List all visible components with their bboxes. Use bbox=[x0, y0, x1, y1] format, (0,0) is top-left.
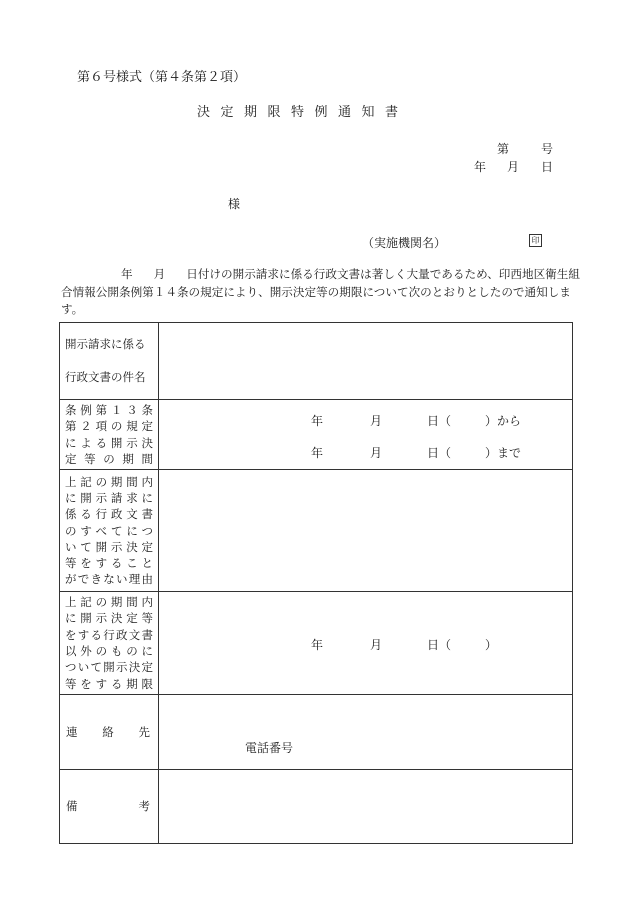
date-month: 月 bbox=[507, 160, 520, 174]
number-suffix: 号 bbox=[541, 142, 554, 156]
label-line: のすべてにつ bbox=[65, 523, 153, 538]
row-reason bbox=[60, 470, 573, 592]
label-line: ついて開示決定 bbox=[65, 660, 153, 675]
label-line: いて開示決定 bbox=[65, 539, 153, 554]
label-char: 絡 bbox=[102, 724, 114, 739]
remaining-year: 年 bbox=[311, 638, 324, 653]
label-line: をする行政文書 bbox=[65, 627, 153, 642]
from-suffix: ）から bbox=[485, 413, 522, 428]
label-char: 備 bbox=[66, 799, 78, 814]
date-day: 日 bbox=[541, 160, 554, 174]
to-day: 日（ bbox=[427, 445, 452, 460]
label-line: 上記の期間内 bbox=[65, 595, 153, 610]
label-line: 行政文書の件名 bbox=[65, 370, 146, 384]
seal-mark: 印 bbox=[529, 234, 542, 247]
label-period bbox=[60, 400, 159, 470]
label-reason bbox=[60, 470, 159, 592]
body-month: 月 bbox=[153, 267, 166, 281]
period-to bbox=[159, 435, 572, 467]
to-month: 月 bbox=[370, 445, 383, 460]
row-contact bbox=[60, 694, 573, 769]
value-period[interactable] bbox=[159, 400, 573, 470]
form-id: 第６号様式（第４条第２項） bbox=[77, 70, 247, 85]
remaining-date bbox=[159, 627, 572, 659]
phone-label: 電話番号 bbox=[245, 740, 294, 755]
organization-name: （実施機関名） bbox=[362, 236, 447, 250]
label-line: による開示決 bbox=[65, 435, 153, 450]
label-line: 条例第１３条 bbox=[65, 403, 153, 417]
notice-form-table bbox=[59, 322, 573, 844]
from-day: 日（ bbox=[427, 413, 452, 428]
label-contact bbox=[60, 694, 159, 769]
label-line: ができない理由 bbox=[65, 572, 153, 587]
label-line: 等をすること bbox=[65, 556, 153, 571]
value-contact[interactable] bbox=[159, 694, 573, 769]
label-line: 係る行政文書 bbox=[65, 507, 153, 522]
body-year: 年 bbox=[121, 267, 133, 281]
label-line: 開示請求に係る bbox=[65, 337, 146, 351]
from-month: 月 bbox=[370, 413, 383, 428]
remaining-month: 月 bbox=[370, 638, 383, 653]
to-year: 年 bbox=[311, 445, 324, 460]
number-prefix: 第 bbox=[497, 142, 510, 156]
value-remaining[interactable] bbox=[159, 592, 573, 695]
value-remarks[interactable] bbox=[159, 769, 573, 843]
label-document-name bbox=[60, 323, 159, 400]
label-line: に開示決定等 bbox=[65, 611, 153, 626]
row-remarks bbox=[60, 769, 573, 843]
value-document-name[interactable] bbox=[159, 323, 573, 400]
row-remaining bbox=[60, 592, 573, 695]
label-line: 以外のものに bbox=[65, 644, 153, 659]
label-remarks bbox=[60, 769, 159, 843]
label-remaining bbox=[60, 592, 159, 695]
notice-body bbox=[61, 266, 581, 319]
period-from bbox=[159, 403, 572, 435]
body-text: 日付けの開示請求に係る行政文書は著しく大量であるため、印西地区衛生組合情報公開条例第１４条の規定により、開示決定等の期限について次のとおりとしたので通知します。 bbox=[61, 267, 580, 316]
value-reason[interactable] bbox=[159, 470, 573, 592]
remaining-suffix: ） bbox=[485, 638, 498, 653]
date-year: 年 bbox=[474, 160, 487, 174]
label-line: 定等の期間 bbox=[65, 451, 153, 466]
label-char: 先 bbox=[138, 724, 150, 739]
row-document-name bbox=[60, 323, 573, 400]
label-char: 連 bbox=[66, 724, 78, 739]
label-line: 第２項の規定 bbox=[65, 419, 153, 434]
label-line: に開示請求に bbox=[65, 490, 153, 505]
addressee: 様 bbox=[228, 197, 241, 211]
from-year: 年 bbox=[311, 413, 324, 428]
row-period bbox=[60, 400, 573, 470]
label-char: 考 bbox=[138, 799, 150, 814]
to-suffix: ）まで bbox=[485, 445, 522, 460]
label-line: 上記の期間内 bbox=[65, 474, 153, 489]
label-line: 等をする期限 bbox=[65, 676, 153, 691]
document-title: 決定期限特例通知書 bbox=[197, 105, 409, 120]
remaining-day: 日（ bbox=[427, 638, 452, 653]
